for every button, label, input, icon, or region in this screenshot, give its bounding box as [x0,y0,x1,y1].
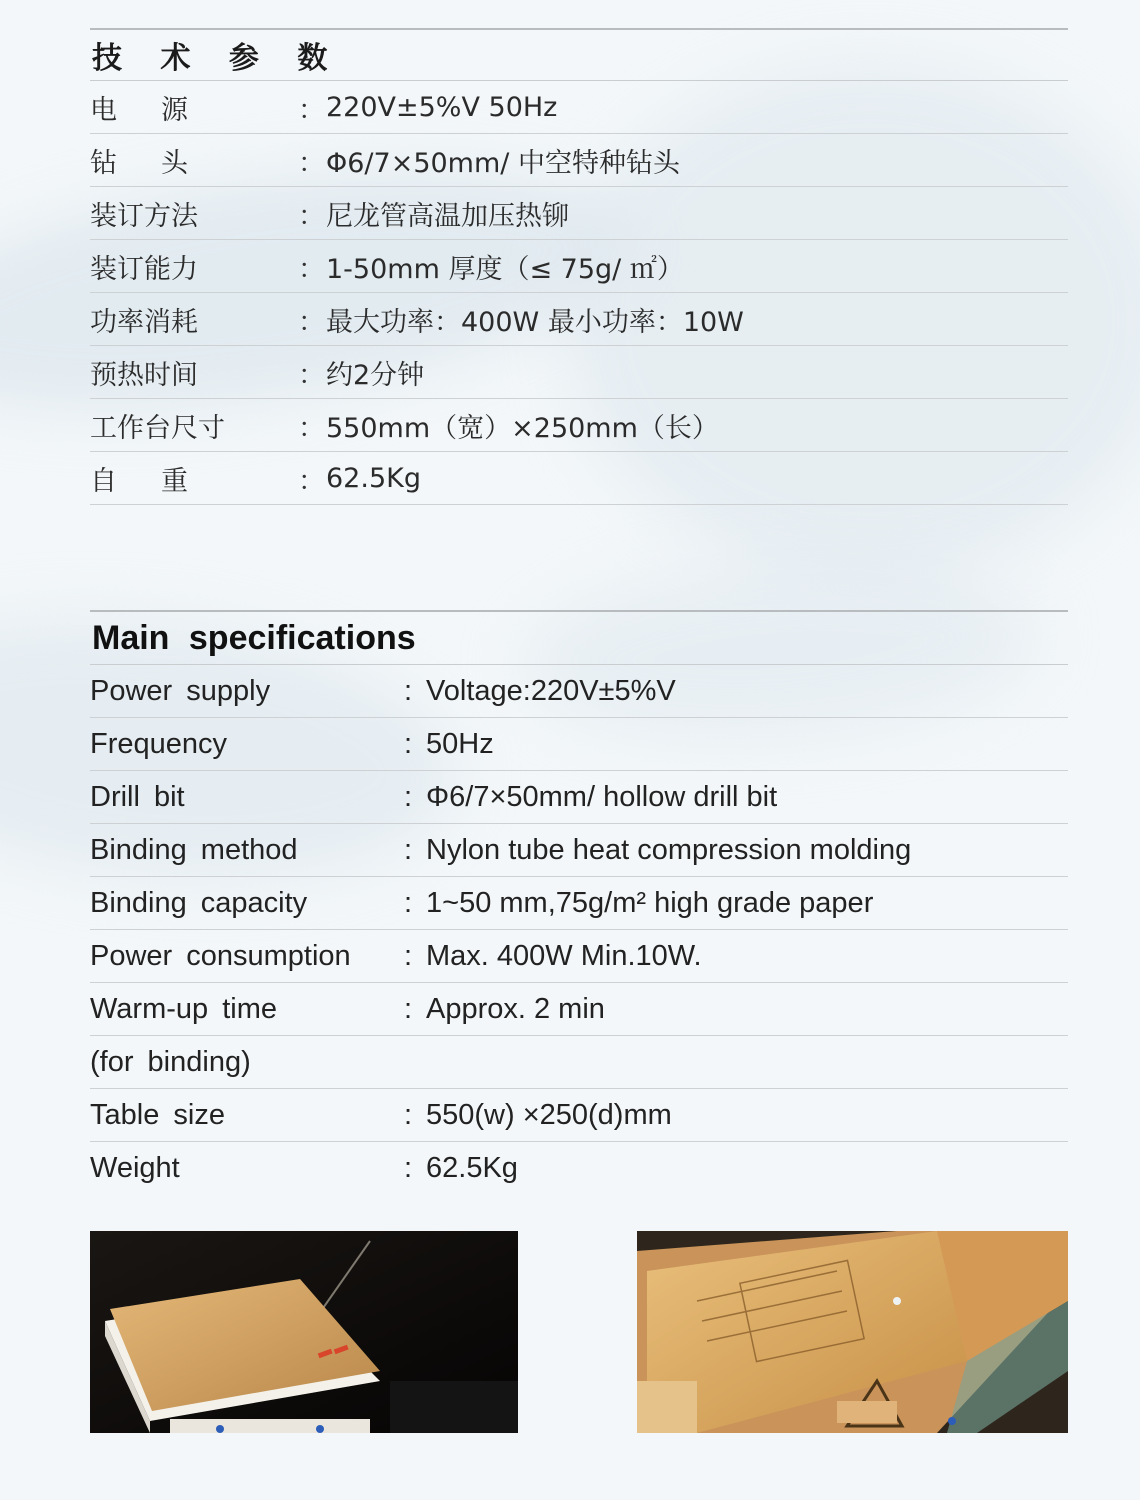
photo-right-illustration [637,1231,1068,1433]
en-row-frequency [90,718,1068,771]
en-row-power-supply [90,665,1068,718]
row-label: 自重 [90,465,232,497]
row-colon: ： [298,94,325,126]
cn-spec-title: 技 术 参 数 [92,41,342,76]
row-value: Φ6/7×50mm/ 中空特种钻头 [326,147,680,179]
row-label: 装订方法 [90,200,198,232]
row-label: Frequency [90,727,228,760]
row-value: 最大功率：400W 最小功率：10W [326,306,744,338]
row-label: 钻头 [90,147,232,179]
cn-row-binding-method [90,187,1068,240]
row-colon: : [404,992,413,1025]
row-value: 尼龙管高温加压热铆 [326,200,569,232]
row-colon: ： [298,306,325,338]
row-colon: ： [298,253,325,285]
row-value: 50Hz [426,727,494,760]
photo-left-illustration [90,1231,518,1433]
row-label: 装订能力 [90,253,198,285]
row-value: 220V±5%V 50Hz [326,91,558,123]
row-colon: : [404,780,413,813]
row-label: Drill bit [90,780,185,813]
cn-row-drill [90,134,1068,187]
en-row-warmup [90,983,1068,1036]
row-label: Warm-up time [90,992,277,1025]
row-value: 550(w) ×250(d)mm [426,1098,672,1131]
row-value: 1-50mm 厚度（≤ 75g/ ㎡） [326,253,684,285]
row-label: Table size [90,1098,225,1131]
row-label: Binding capacity [90,886,308,919]
row-colon: ： [298,200,325,232]
row-label: 功率消耗 [90,306,198,338]
en-row-binding-method [90,824,1068,877]
row-label: Power consumption [90,939,351,972]
row-value: Nylon tube heat compression molding [426,833,912,866]
cn-row-binding-capacity [90,240,1068,293]
row-label: (for binding) [90,1045,251,1078]
en-spec-table [90,610,1068,1194]
row-label: 工作台尺寸 [90,412,225,444]
cn-row-weight [90,452,1068,505]
row-colon: : [404,833,413,866]
cn-row-table-size [90,399,1068,452]
row-value: 约2分钟 [326,359,425,391]
row-label: Power supply [90,674,271,707]
row-colon: ： [298,147,325,179]
en-row-power-consumption [90,930,1068,983]
row-colon: ： [298,412,325,444]
bound-documents-photo-left [90,1231,518,1433]
cn-spec-table [90,28,1068,505]
row-colon: : [404,1151,413,1184]
row-value: 1~50 mm,75g/m² high grade paper [426,886,874,919]
cn-row-power [90,81,1068,134]
row-label: 电源 [90,94,232,126]
row-colon: : [404,1098,413,1131]
en-row-table-size [90,1089,1068,1142]
row-value: 62.5Kg [426,1151,518,1184]
row-colon: : [404,727,413,760]
row-value: Max. 400W Min.10W. [426,939,702,972]
row-value: Φ6/7×50mm/ hollow drill bit [426,780,778,813]
en-row-warmup-note [90,1036,1068,1089]
row-label: Binding method [90,833,298,866]
bound-folders-photo-right [637,1231,1068,1433]
en-spec-header [90,610,1068,665]
row-colon: : [404,886,413,919]
row-colon: ： [298,359,325,391]
row-value: 62.5Kg [326,462,421,494]
row-value: Approx. 2 min [426,992,605,1025]
row-colon: : [404,674,413,707]
row-colon: : [404,939,413,972]
row-colon: ： [298,465,325,497]
en-row-drill-bit [90,771,1068,824]
en-spec-title: Main specifications [92,618,416,657]
cn-spec-header [90,28,1068,81]
row-label: Weight [90,1151,180,1184]
en-row-weight [90,1142,1068,1194]
cn-row-warmup [90,346,1068,399]
row-label: 预热时间 [90,359,198,391]
row-value: 550mm（宽）×250mm（长） [326,412,719,444]
row-value: Voltage:220V±5%V [426,674,676,707]
en-row-binding-capacity [90,877,1068,930]
cn-row-power-consumption [90,293,1068,346]
